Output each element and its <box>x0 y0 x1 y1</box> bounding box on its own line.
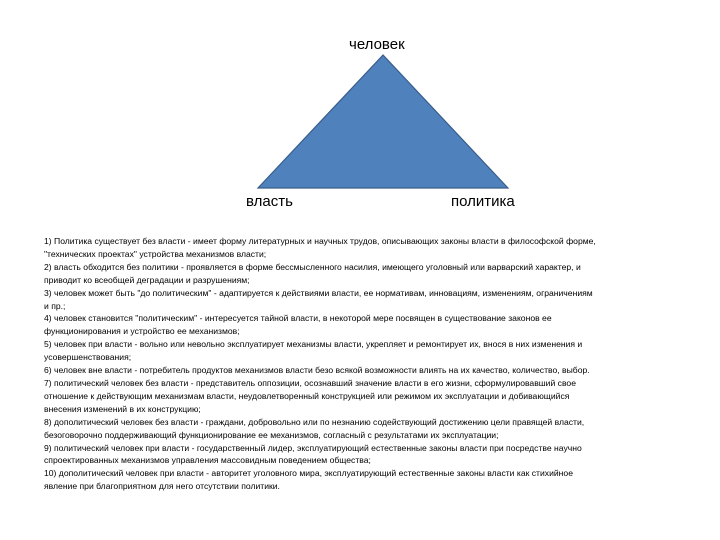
text-line: "технических проектах" устройства механизмов власти; <box>44 248 267 259</box>
triangle-shape <box>258 55 508 188</box>
text-line: и пр.; <box>44 300 66 311</box>
text-line: 5) человек при власти - вольно или невольно эксплуатирует механизмы власти, укрепляет и ремонтирует их, внося в них изменения и <box>44 339 583 350</box>
label-chelovek: человек <box>349 36 405 53</box>
text-line: функционирования и устройство ее механизмов; <box>44 326 240 337</box>
text-line: 2) власть обходится без политики - проявляется в форме бессмысленного насилия, имеющего уголовный или варварский характер, и <box>44 261 581 272</box>
text-line: приводит ко всеобщей деградации и разрушениям; <box>44 274 250 285</box>
text-line: безоговорочно поддерживающий функционирование ее механизмов, согласный с результатами их эксплуатации; <box>44 429 499 440</box>
text-line: 3) человек может быть "до политическим" - адаптируется к действиями власти, ее нормативам, инновациям, изменениям, ограничениям <box>44 287 593 298</box>
text-line: 9) политический человек при власти - государственный лидер, эксплуатирующий естественные законы власти при посредстве научно <box>44 442 582 453</box>
text-line: 7) политический человек без власти - представитель оппозиции, осознавший значение власти в его жизни, сформулировавший свое <box>44 377 576 388</box>
text-line: 6) человек вне власти - потребитель продуктов механизмов власти безо всякой возможности влиять на их качество, количество, выбор. <box>44 365 590 376</box>
text-line: 4) человек становится "политическим" - интересуется тайной власти, в некоторой мере посвящен в существование законов ее <box>44 313 552 324</box>
description-text <box>44 235 700 493</box>
text-line: 8) дополитический человек без власти - граждани, добровольно или по незнанию содействующий достижению цели правящей власти, <box>44 416 585 427</box>
text-line: явление при благоприятном для него отсутствии политики. <box>44 481 280 492</box>
text-line: спроектированных механизмов управления массовидным поведением общества; <box>44 455 371 466</box>
label-vlast: власть <box>246 193 293 210</box>
text-line: усовершенствования; <box>44 352 132 363</box>
label-politika: политика <box>451 193 515 210</box>
text-line: 1) Политика существует без власти - имеет форму литературных и научных трудов, описывающих законы власти в философской форме, <box>44 236 596 246</box>
text-line: 10) дополитический человек при власти - авторитет уголовного мира, эксплуатирующий естественные законы власти как стихийное <box>44 468 573 479</box>
text-line: отношение к действующим механизмам власти, неудовлетворенный конструкцией или режимом их эксплуатации и добивающийся <box>44 390 570 401</box>
text-line: внесения изменений в их конструкцию; <box>44 403 201 414</box>
